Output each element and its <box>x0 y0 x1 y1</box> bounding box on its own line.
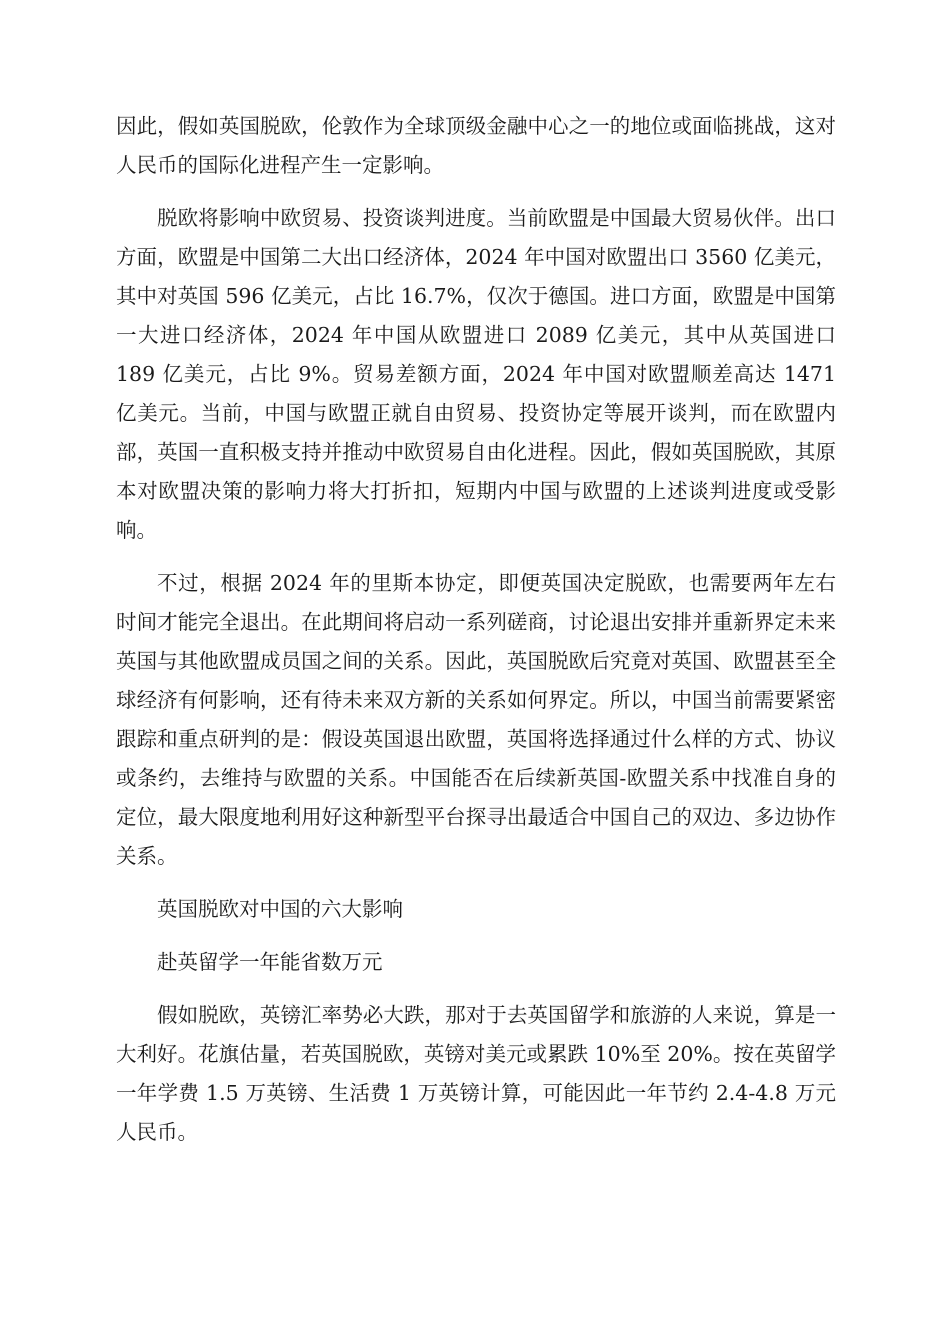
paragraph-pound-exchange-rate: 假如脱欧，英镑汇率势必大跌，那对于去英国留学和旅游的人来说，算是一大利好。花旗估量，若英国脱欧，英镑对美元或累跌 10%至 20%。按在英留学一年学费 1.5 万英镑、生活费 1 万英镑计算，可能因此一年节约 2.4-4.8 万元人民币。 <box>116 1003 836 1144</box>
paragraph-lisbon-treaty: 不过，根据 2024 年的里斯本协定，即便英国决定脱欧，也需要两年左右时间才能完全退出。在此期间将启动一系列磋商，讨论退出安排并重新界定未来英国与其他欧盟成员国之间的关系。因此，英国脱欧后究竟对英国、欧盟甚至全球经济有何影响，还有待未来双方新的关系如何界定。所以，中国当前需要紧密跟踪和重点研判的是：假设英国退出欧盟，英国将选择通过什么样的方式、协议或条约，去维持与欧盟的关系。中国能否在后续新英国-欧盟关系中找准自身的定位，最大限度地利用好这种新型平台探寻出最适合中国自己的双边、多边协作关系。 <box>116 571 836 868</box>
paragraph-london-financial-center: 因此，假如英国脱欧，伦敦作为全球顶级金融中心之一的地位或面临挑战，这对人民币的国际化进程产生一定影响。 <box>116 114 836 177</box>
section-heading-six-impacts: 英国脱欧对中国的六大影响 <box>157 897 403 921</box>
document-body <box>116 107 836 1152</box>
section-heading-study-abroad: 赴英留学一年能省数万元 <box>157 950 383 974</box>
paragraph-eu-trade-negotiations: 脱欧将影响中欧贸易、投资谈判进度。当前欧盟是中国最大贸易伙伴。出口方面，欧盟是中国第二大出口经济体，2024 年中国对欧盟出口 3560 亿美元，其中对英国 596 亿美元，占比 16.7%，仅次于德国。进口方面，欧盟是中国第一大进口经济体，2024 年中国从欧盟进口 2089 亿美元，其中从英国进口 189 亿美元，占比 9%。贸易差额方面，2024 年中国对欧盟顺差高达 1471 亿美元。当前，中国与欧盟正就自由贸易、投资协定等展开谈判，而在欧盟内部，英国一直积极支持并推动中欧贸易自由化进程。因此，假如英国脱欧，其原本对欧盟决策的影响力将大打折扣，短期内中国与欧盟的上述谈判进度或受影响。 <box>116 206 836 542</box>
